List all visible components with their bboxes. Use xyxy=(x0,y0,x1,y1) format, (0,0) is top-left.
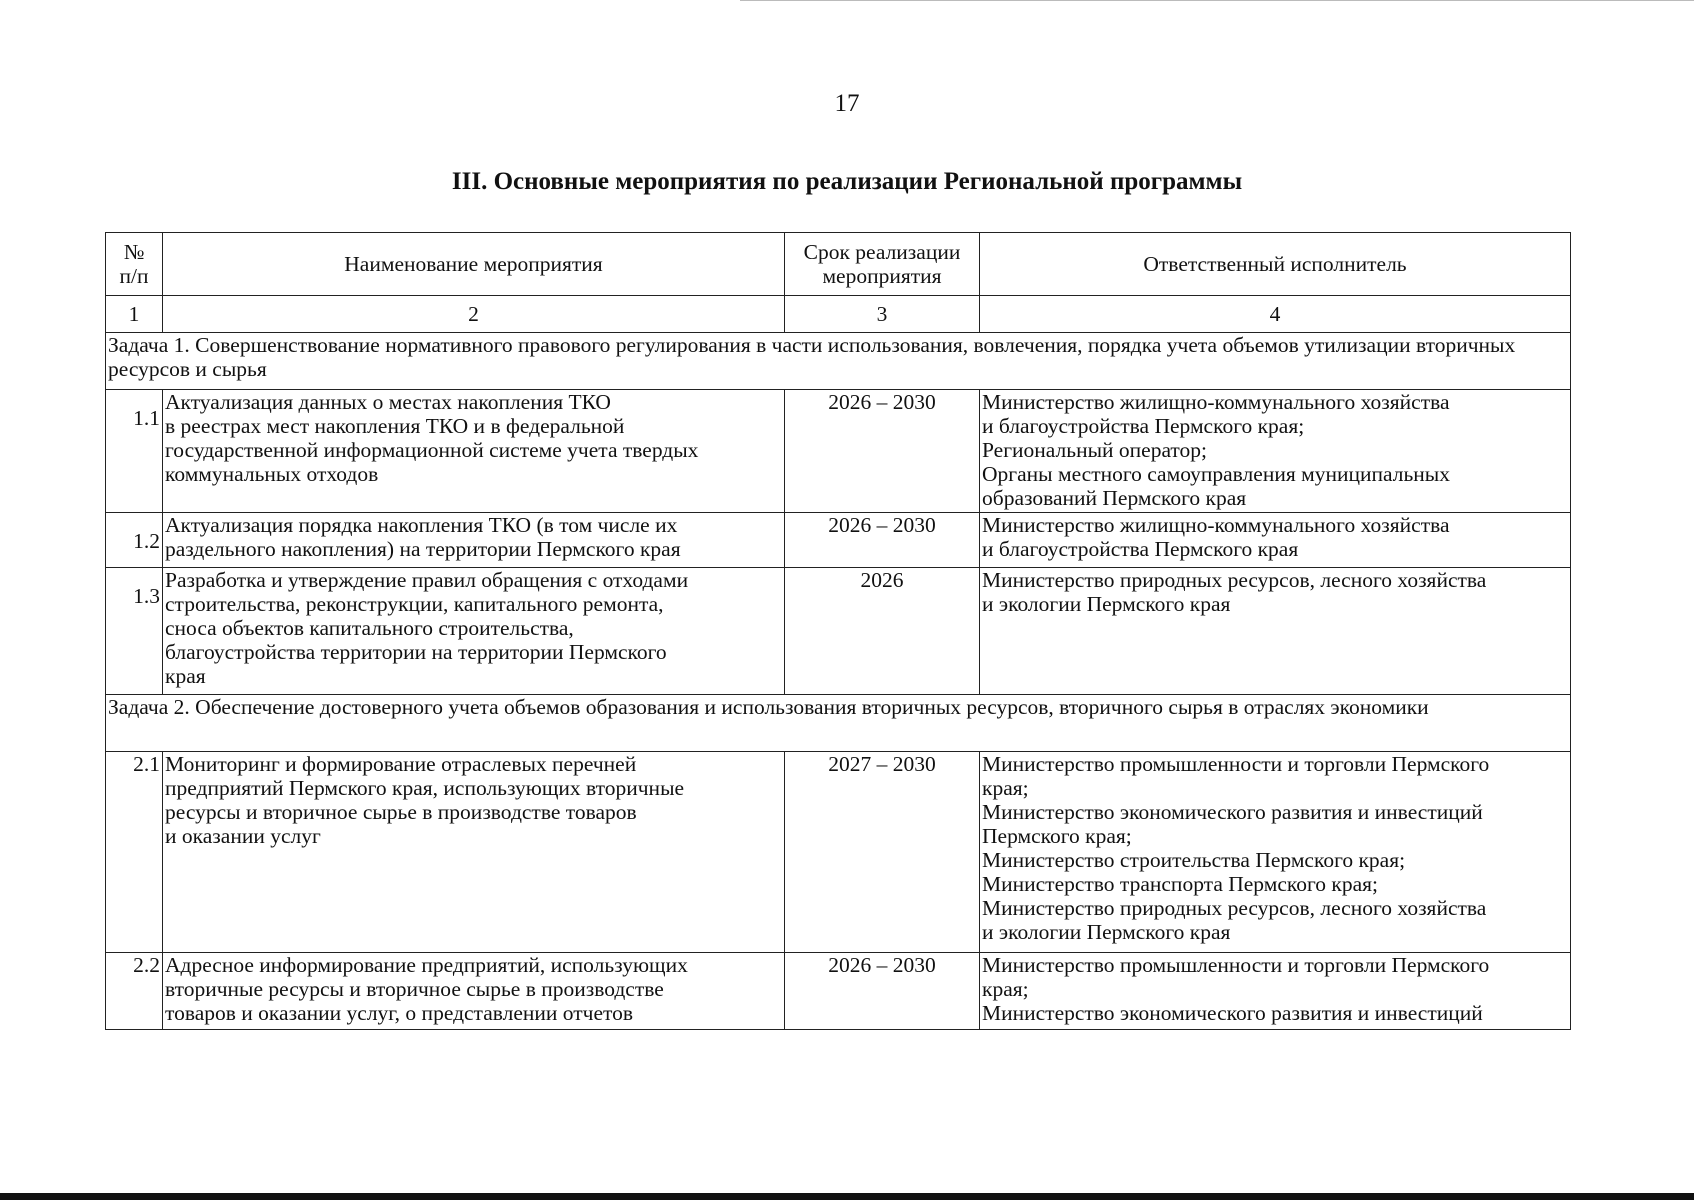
row-period: 2026 – 2030 xyxy=(785,390,980,513)
column-number-row xyxy=(106,296,1571,333)
row-name: Разработка и утверждение правил обращения с отходами строительства, реконструкции, капитального ремонта, сноса объектов капитального строительства, благоустройства территории на территории Пермского края xyxy=(163,568,785,695)
task-2-heading: Задача 2. Обеспечение достоверного учета объемов образования и использования вторичных ресурсов, вторичного сырья в отраслях экономики xyxy=(106,695,1571,752)
row-num: 2.1 xyxy=(106,752,163,953)
row-executor: Министерство природных ресурсов, лесного хозяйства и экологии Пермского края xyxy=(980,568,1571,695)
row-name: Мониторинг и формирование отраслевых перечней предприятий Пермского края, использующих вторичные ресурсы и вторичное сырье в производстве товаров и оказании услуг xyxy=(163,752,785,953)
section-title: III. Основные мероприятия по реализации Региональной программы xyxy=(451,168,1243,195)
column-number: 3 xyxy=(785,296,980,333)
column-number: 2 xyxy=(163,296,785,333)
page-number: 17 xyxy=(834,90,860,117)
task-row xyxy=(106,695,1571,752)
column-number: 4 xyxy=(980,296,1571,333)
row-num: 1.3 xyxy=(106,568,163,695)
header-name: Наименование мероприятия xyxy=(163,233,785,296)
table-row xyxy=(106,953,1571,1030)
row-num: 1.1 xyxy=(106,390,163,513)
scan-bottom-edge xyxy=(0,1193,1694,1200)
header-period: Срок реализации мероприятия xyxy=(785,233,980,296)
row-period: 2026 – 2030 xyxy=(785,953,980,1030)
table-row xyxy=(106,752,1571,953)
row-name: Актуализация данных о местах накопления ТКО в реестрах мест накопления ТКО и в федеральной государственной информационной системе учета твердых коммунальных отходов xyxy=(163,390,785,513)
row-period: 2027 – 2030 xyxy=(785,752,980,953)
row-executor: Министерство промышленности и торговли Пермского края; Министерство экономического развития и инвестиций Пермского края; Министерство строительства Пермского края; Министерство транспорта Пермского края; Министерство природных ресурсов, лесного хозяйства и экологии Пермского края xyxy=(980,752,1571,953)
row-executor: Министерство промышленности и торговли Пермского края; Министерство экономического развития и инвестиций xyxy=(980,953,1571,1030)
task-row xyxy=(106,333,1571,390)
row-num: 2.2 xyxy=(106,953,163,1030)
header-executor: Ответственный исполнитель xyxy=(980,233,1571,296)
table-row xyxy=(106,390,1571,513)
header-num: № п/п xyxy=(106,233,163,296)
row-num: 1.2 xyxy=(106,513,163,568)
table-row xyxy=(106,513,1571,568)
row-executor: Министерство жилищно-коммунального хозяйства и благоустройства Пермского края; Региональный оператор; Органы местного самоуправления муниципальных образований Пермского края xyxy=(980,390,1571,513)
column-number: 1 xyxy=(106,296,163,333)
row-name: Адресное информирование предприятий, использующих вторичные ресурсы и вторичное сырье в производстве товаров и оказании услуг, о представлении отчетов xyxy=(163,953,785,1030)
table-header-row xyxy=(106,233,1571,296)
row-name: Актуализация порядка накопления ТКО (в том числе их раздельного накопления) на территории Пермского края xyxy=(163,513,785,568)
row-executor: Министерство жилищно-коммунального хозяйства и благоустройства Пермского края xyxy=(980,513,1571,568)
activities-table xyxy=(105,232,1571,1030)
row-period: 2026 xyxy=(785,568,980,695)
scan-edge-line xyxy=(740,0,1694,1)
table-row xyxy=(106,568,1571,695)
task-1-heading: Задача 1. Совершенствование нормативного правового регулирования в части использования, вовлечения, порядка учета объемов утилизации вторичных ресурсов и сырья xyxy=(106,333,1571,390)
row-period: 2026 – 2030 xyxy=(785,513,980,568)
